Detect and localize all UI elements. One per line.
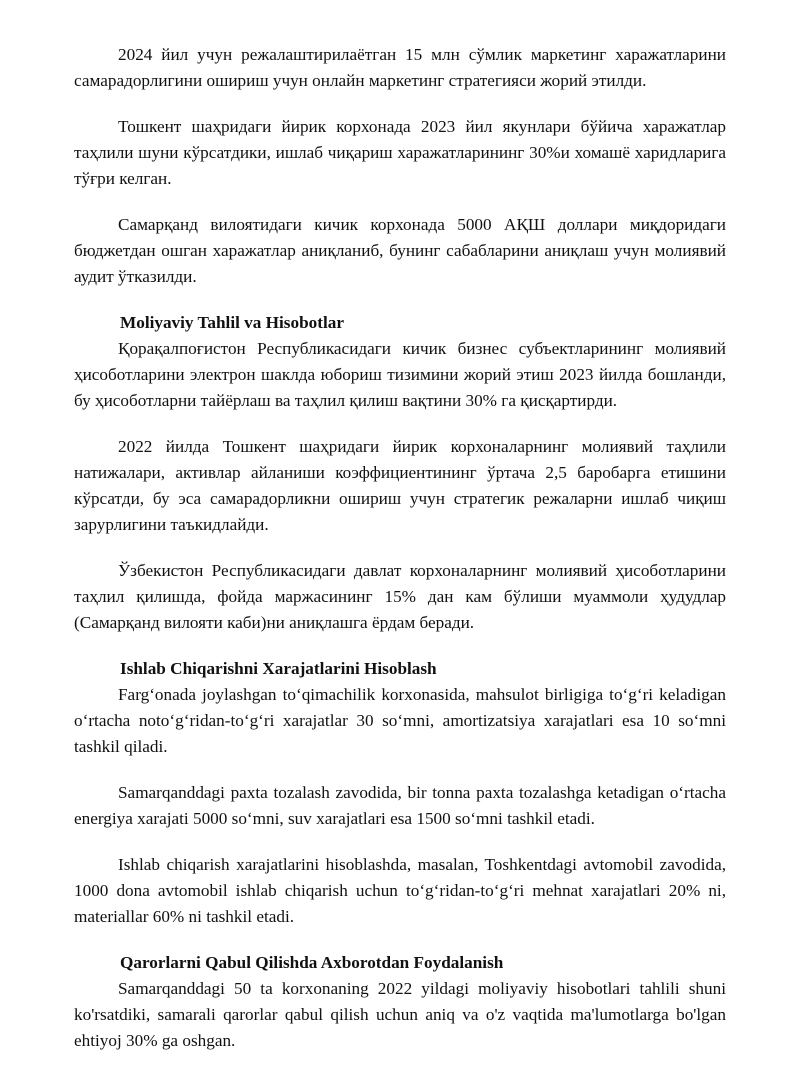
paragraph: Самарқанд вилоятидаги кичик корхонада 5000 АҚШ доллари миқдоридаги бюджетдан ошган харажатлар аниқланиб, бунинг сабабларини аниқлаш учун молиявий аудит ўтказилди. — [74, 215, 726, 286]
paragraph: 2022 йилда Тошкент шаҳридаги йирик корхоналарнинг молиявий таҳлили натижалари, активлар айланиши коэффициентининг ўртача 2,5 баробарга етишини кўрсатди, бу эса самарадорликни ошириш учун стратегик режаларни ишлаб чиқиш зарурлигини таъкидлайди. — [74, 437, 726, 534]
paragraph: 2024 йил учун режалаштирилаётган 15 млн сўмлик маркетинг харажатларини самарадорлигини ошириш учун онлайн маркетинг стратегияси жорий этилди. — [74, 45, 726, 90]
section-heading: Ishlab Chiqarishni Xarajatlarini Hisoblash — [120, 659, 437, 678]
paragraph: Тошкент шаҳридаги йирик корхонада 2023 йил якунлари бўйича харажатлар таҳлили шуни кўрсатдики, ишлаб чиқариш харажатларининг 30%и хомашё харидларига тўғри келган. — [74, 117, 726, 188]
paragraph: Samarqanddagi paxta tozalash zavodida, bir tonna paxta tozalashga ketadigan o‘rtacha energiya xarajati 5000 so‘mni, suv xarajatlari esa 1500 so‘mni tashkil etadi. — [74, 783, 726, 828]
section-heading: Moliyaviy Tahlil va Hisobotlar — [120, 313, 344, 332]
paragraph: Farg‘onada joylashgan to‘qimachilik korxonasida, mahsulot birligiga to‘g‘ri keladigan o‘rtacha noto‘g‘ridan-to‘g‘ri xarajatlar 30 so‘mni, amortizatsiya xarajatlari esa 10 so‘mni tashkil qiladi. — [74, 685, 726, 756]
document-page — [74, 42, 726, 1074]
paragraph: Ishlab chiqarish xarajatlarini hisoblashda, masalan, Toshkentdagi avtomobil zavodida, 1000 dona avtomobil ishlab chiqarish uchun to‘g‘ridan-to‘g‘ri mehnat xarajatlari 20% ni, materiallar 60% ni tashkil etadi. — [74, 855, 726, 926]
paragraph: Қорақалпоғистон Республикасидаги кичик бизнес субъектларининг молиявий ҳисоботларини электрон шаклда юбориш тизимини жорий этиш 2023 йилда бошланди, бу ҳисоботларни тайёрлаш ва таҳлил қилиш вақтини 30% га қисқартирди. — [74, 339, 726, 410]
paragraph: Ўзбекистон Республикасидаги давлат корхоналарнинг молиявий ҳисоботларини таҳлил қилишда, фойда маржасининг 15% дан кам бўлиши муаммоли ҳудудлар (Самарқанд вилояти каби)ни аниқлашга ёрдам беради. — [74, 561, 726, 632]
section-heading: Qarorlarni Qabul Qilishda Axborotdan Foydalanish — [120, 953, 504, 972]
paragraph: Samarqanddagi 50 ta korxonaning 2022 yildagi moliyaviy hisobotlari tahlili shuni ko'rsatdiki, samarali qarorlar qabul qilish uchun aniq va o'z vaqtida ma'lumotlarga bo'lgan ehtiyoj 30% ga oshgan. — [74, 979, 726, 1050]
